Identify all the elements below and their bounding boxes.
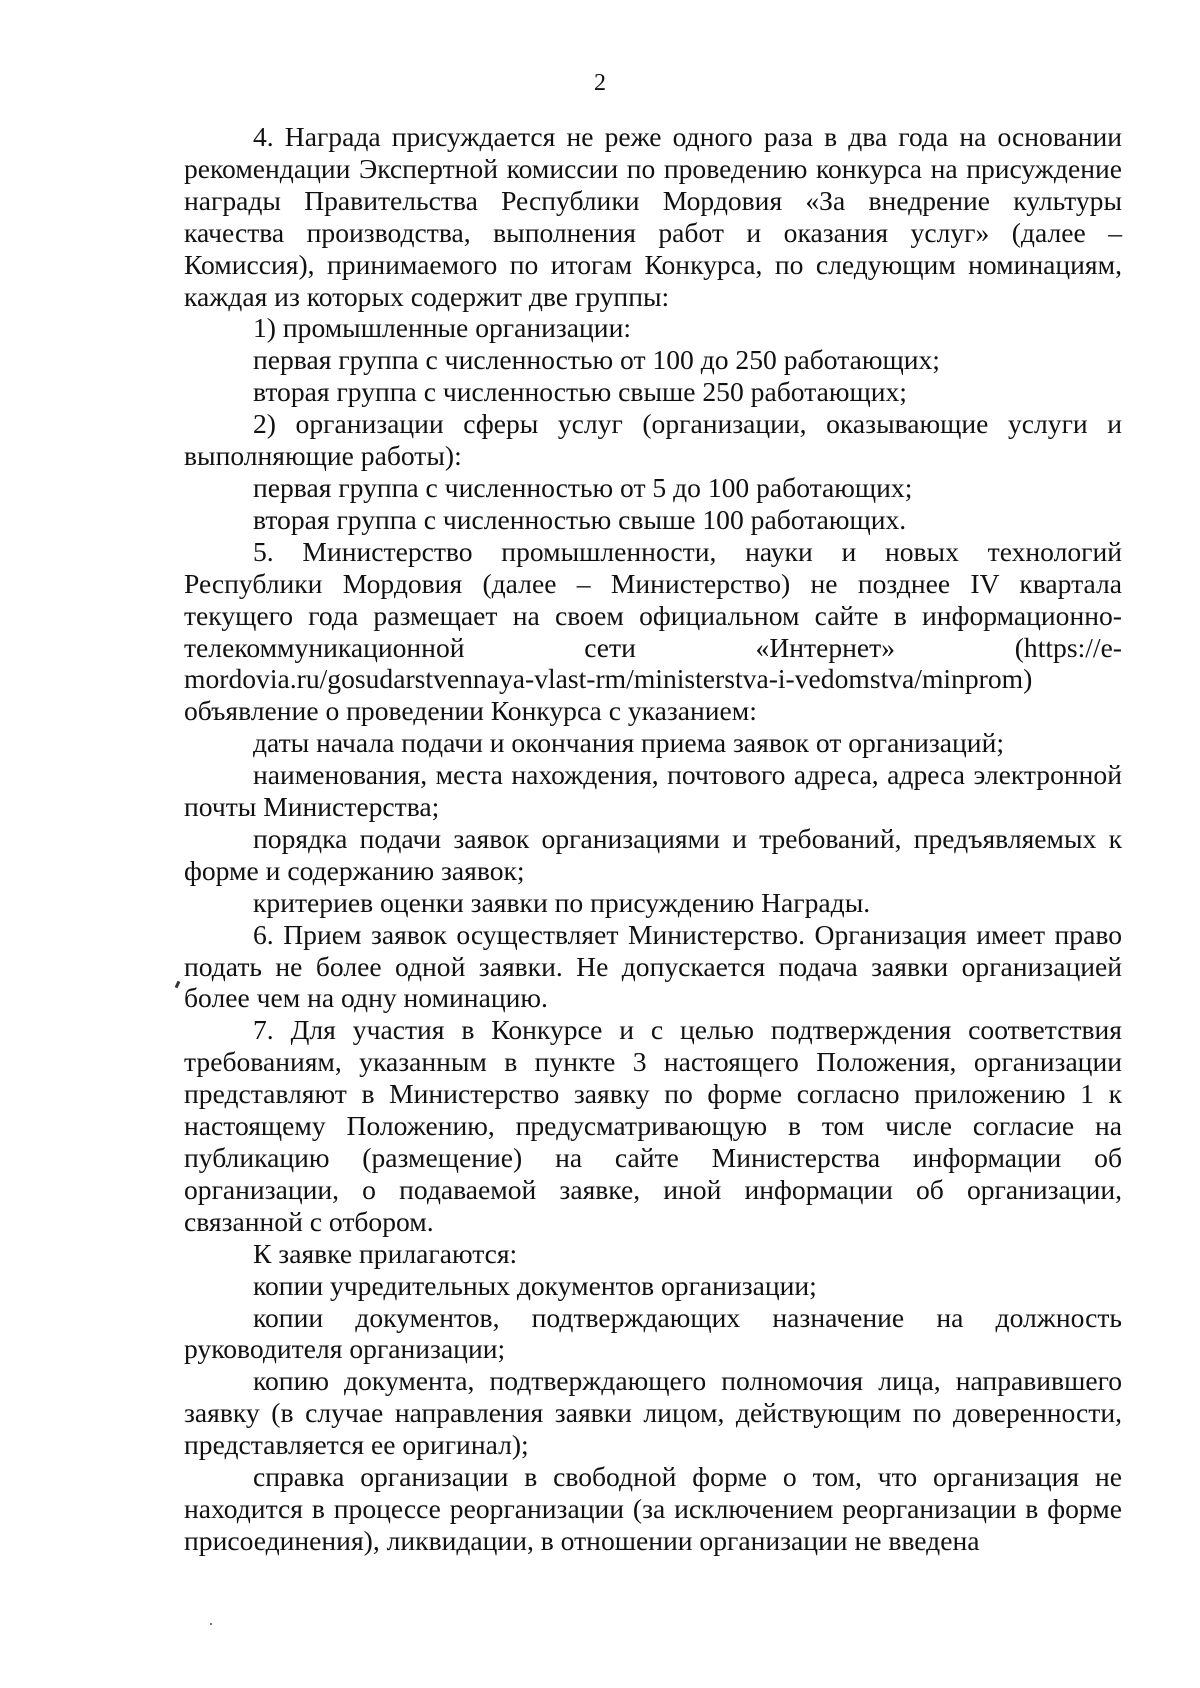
list-item-service-group-2: вторая группа с численностью свыше 100 работающих.: [253, 503, 907, 535]
list-item-dates: даты начала подачи и окончания приема заявок от организаций;: [253, 727, 1005, 759]
list-item-service-group-1: первая группа с численностью от 5 до 100 работающих;: [253, 471, 913, 503]
list-item-industrial-group-2: вторая группа с численностью свыше 250 работающих;: [253, 376, 907, 408]
list-item-submission-order: порядка подачи заявок организациями и требований, предъявляемых к форме и содержанию заявок;: [184, 822, 1122, 886]
paragraph-5-ministry-announcement: 5. Министерство промышленности, науки и новых технологий Республики Мордовия (далее – Министерство) не позднее IV квартала текущего года размещает на своем официальном сайте в информационно-телекоммуникационной сети «Интернет» (https://e-mordovia.ru/gosudarstvennaya-vlast-rm/ministerstva-i-vedomstva/minprom) объявление о проведении Конкурса с указанием:: [184, 535, 1122, 727]
list-item-industrial-group-1: первая группа с численностью от 100 до 250 работающих;: [253, 344, 940, 376]
paragraph-4-award-frequency: 4. Награда присуждается не реже одного раза в два года на основании рекомендации Экспертной комиссии по проведению конкурса на присуждение награды Правительства Республики Мордовия «За внедрение культуры качества производства, выполнения работ и оказания услуг» (далее – Комиссия), принимаемого по итогам Конкурса, по следующим номинациям, каждая из которых содержит две группы:: [184, 121, 1122, 312]
list-item-director-appointment: копии документов, подтверждающих назначение на должность руководителя организации;: [184, 1301, 1122, 1365]
list-item-criteria: критериев оценки заявки по присуждению Награды.: [253, 886, 871, 918]
paragraph-7-participation: 7. Для участия в Конкурсе и с целью подтверждения соответствия требованиям, указанным в пункте 3 настоящего Положения, организации представляют в Министерство заявку по форме согласно приложению 1 к настоящему Положению, предусматривающую в том числе согласие на публикацию (размещение) на сайте Министерства информации об организации, о подаваемой заявке, иной информации об организации, связанной с отбором.: [184, 1014, 1122, 1237]
attachments-heading: К заявке прилагаются:: [253, 1237, 518, 1269]
paragraph-6-application-receipt: 6. Прием заявок осуществляет Министерство. Организация имеет право подать не более одной заявки. Не допускается подача заявки организацией более чем на одну номинацию.: [184, 918, 1122, 1014]
document-body: [184, 121, 1122, 1557]
page-number: 2: [594, 70, 606, 96]
list-item-industrial-orgs: 1) промышленные организации:: [253, 312, 632, 344]
list-item-authority-document: копию документа, подтверждающего полномочия лица, направившего заявку (в случае направления заявки лицом, действующим по доверенности, представляется ее оригинал);: [184, 1365, 1122, 1461]
list-item-reorganization-statement: справка организации в свободной форме о том, что организация не находится в процессе реорганизации (за исключением реорганизации в форме присоединения), ликвидации, в отношении организации не введена: [184, 1461, 1122, 1556]
list-item-contacts: наименования, места нахождения, почтового адреса, адреса электронной почты Министерства;: [184, 759, 1122, 823]
scan-artifact-dot: [210, 1623, 212, 1625]
scan-artifact-mark: [175, 981, 181, 989]
list-item-service-orgs: 2) организации сферы услуг (организации, оказывающие услуги и выполняющие работы):: [184, 408, 1122, 472]
list-item-founding-docs: копии учредительных документов организации;: [253, 1269, 817, 1301]
